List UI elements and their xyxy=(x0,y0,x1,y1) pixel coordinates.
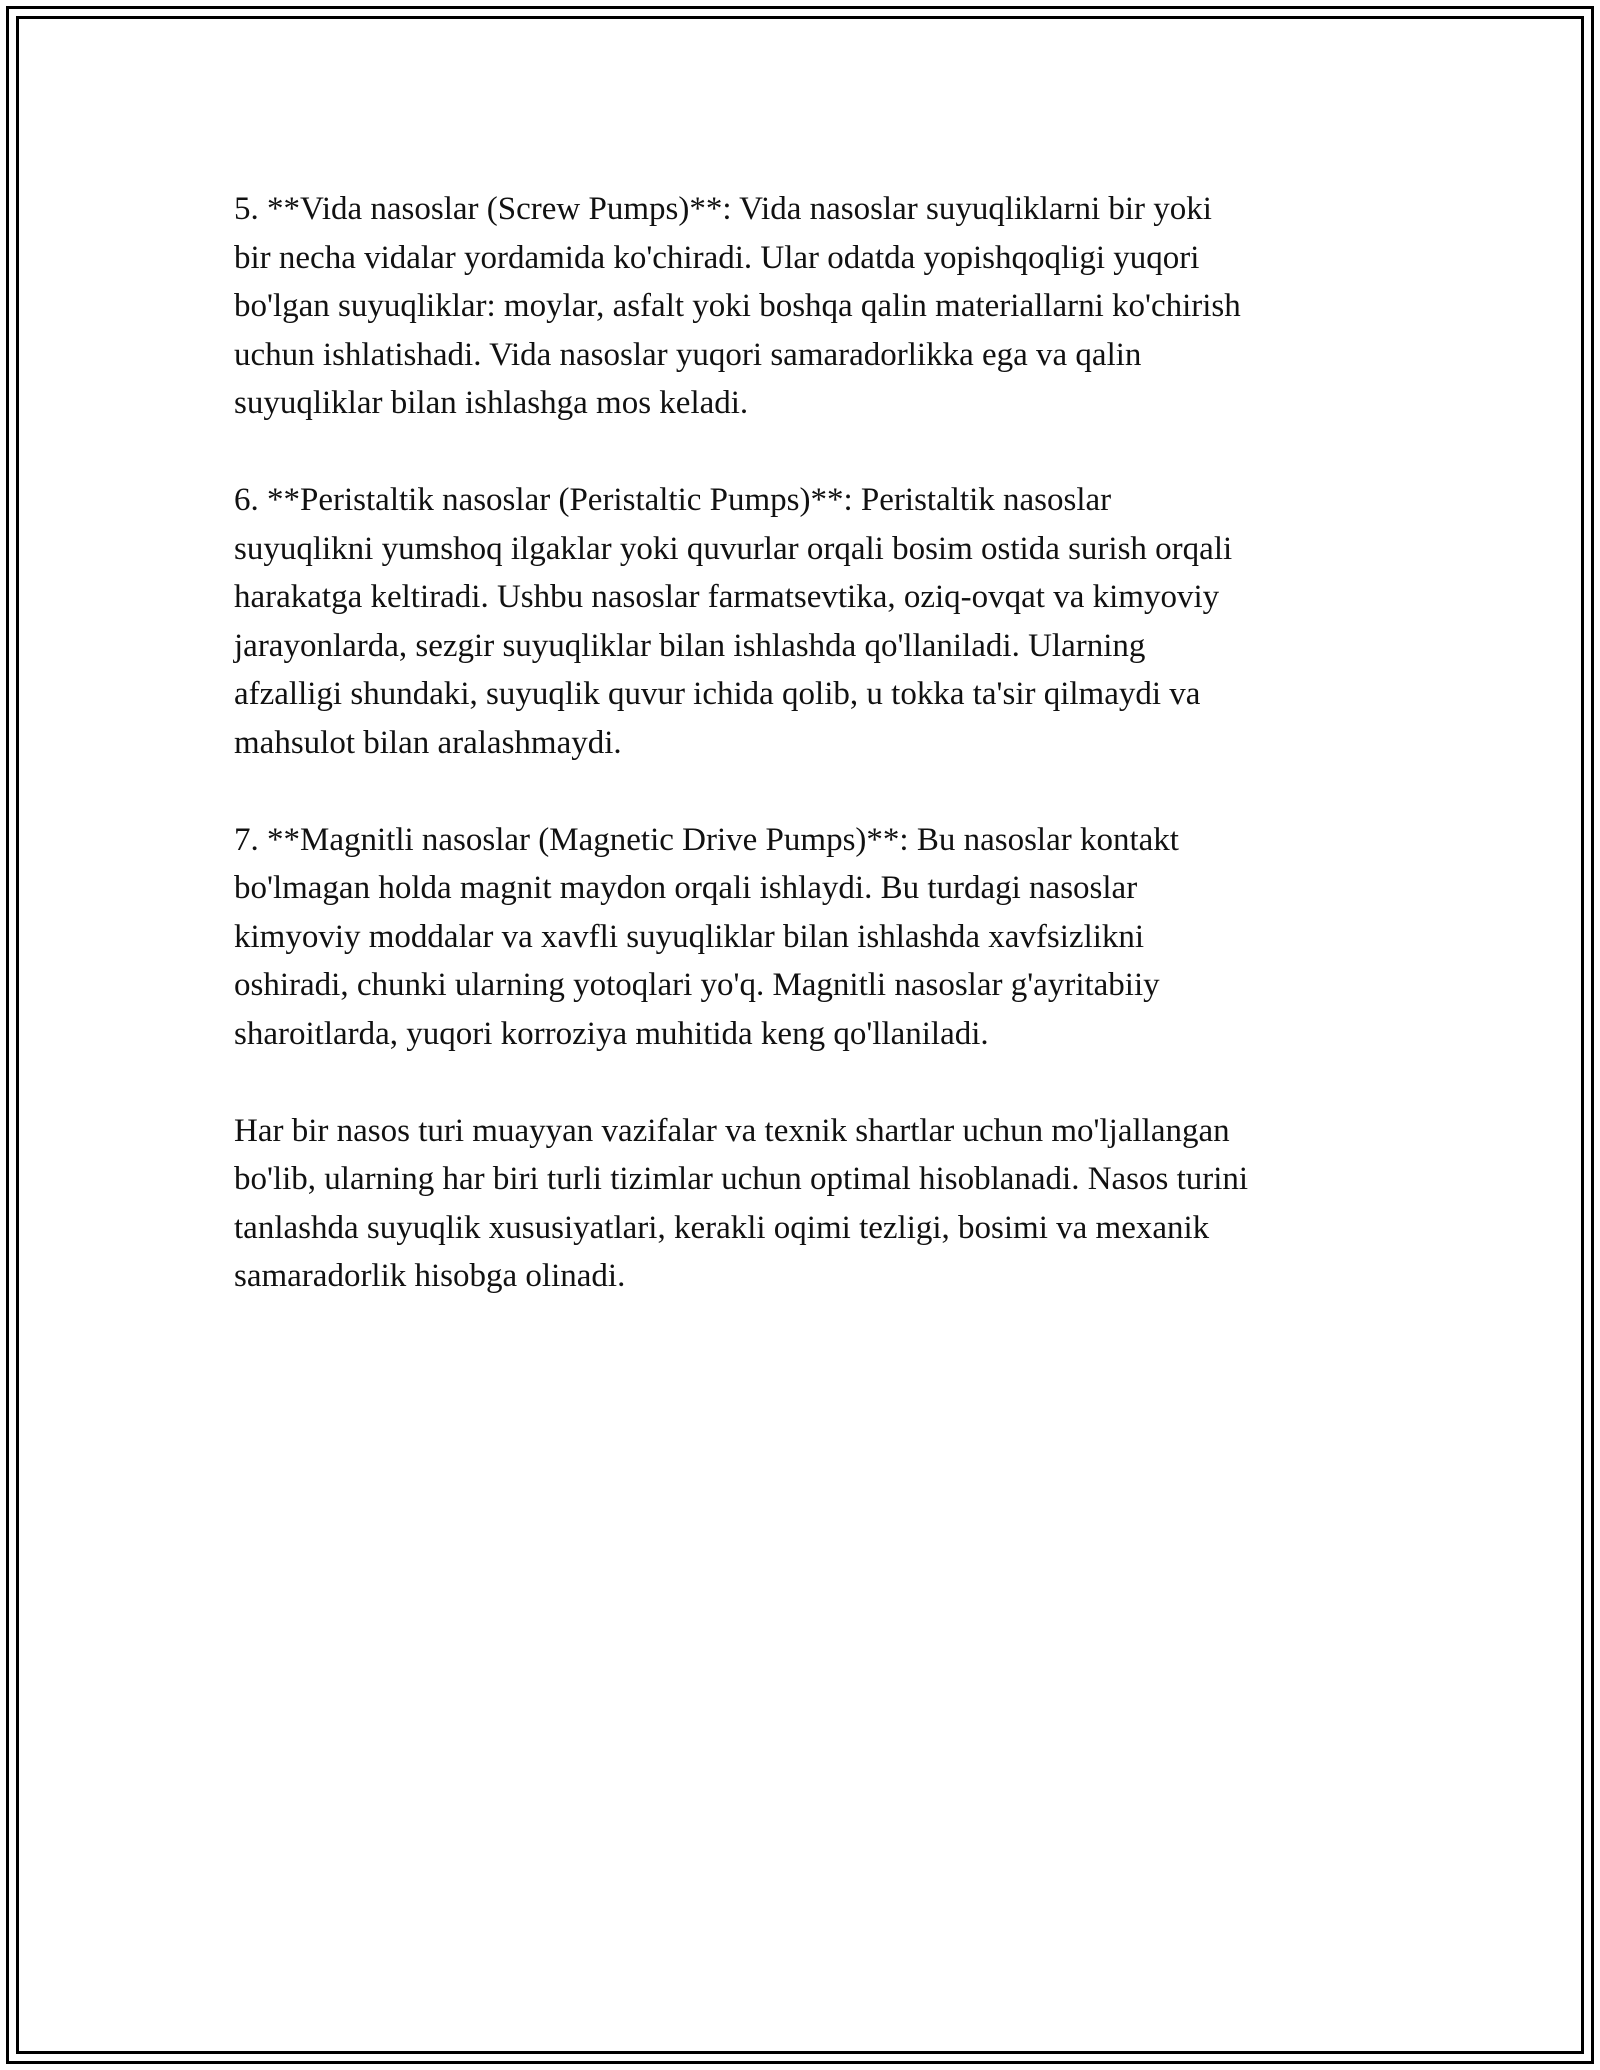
text-line: Har bir nasos turi muayyan vazifalar va texnik shartlar uchun mo'ljallangan xyxy=(234,1112,1230,1149)
text-line: 5. **Vida nasoslar (Screw Pumps)**: Vida nasoslar suyuqliklarni bir yoki xyxy=(234,191,1212,227)
document-body xyxy=(234,185,1374,1349)
text-line: 6. **Peristaltik nasoslar (Peristaltic Pumps)**: Peristaltik nasoslar xyxy=(234,482,1112,518)
text-line: bo'lgan suyuqliklar: moylar, asfalt yoki boshqa qalin materiallarni ko'chirish xyxy=(234,288,1241,324)
text-line: oshiradi, chunki ularning yotoqlari yo'q. Magnitli nasoslar g'ayritabiiy xyxy=(234,967,1160,1003)
text-line: harakatga keltiradi. Ushbu nasoslar farmatsevtika, oziq-ovqat va kimyoviy xyxy=(234,579,1220,615)
text-line: suyuqlikni yumshoq ilgaklar yoki quvurlar orqali bosim ostida surish orqali xyxy=(234,530,1233,567)
text-line: bo'lib, ularning har biri turli tizimlar uchun optimal hisoblanadi. Nasos turini xyxy=(234,1161,1249,1197)
text-line: mahsulot bilan aralashmaydi. xyxy=(234,724,622,761)
text-line: 7. **Magnitli nasoslar (Magnetic Drive Pumps)**: Bu nasoslar kontakt xyxy=(234,821,1179,858)
text-line: suyuqliklar bilan ishlashga mos keladi. xyxy=(234,385,749,421)
text-line: sharoitlarda, yuqori korroziya muhitida keng qo'llaniladi. xyxy=(234,1015,989,1052)
text-line: tanlashda suyuqlik xususiyatlari, kerakli oqimi tezligi, bosimi va mexanik xyxy=(234,1209,1210,1246)
paragraph-magnetic-drive-pumps xyxy=(234,816,1374,1059)
paragraph-screw-pumps xyxy=(234,185,1374,428)
paragraph-peristaltic-pumps xyxy=(234,476,1374,767)
text-line: uchun ishlatishadi. Vida nasoslar yuqori samaradorlikka ega va qalin xyxy=(234,336,1142,373)
paragraph-conclusion xyxy=(234,1107,1374,1301)
text-line: afzalligi shundaki, suyuqlik quvur ichida qolib, u tokka ta'sir qilmaydi va xyxy=(234,676,1201,712)
text-line: kimyoviy moddalar va xavfli suyuqliklar bilan ishlashda xavfsizlikni xyxy=(234,918,1145,955)
text-line: samaradorlik hisobga olinadi. xyxy=(234,1258,626,1294)
text-line: jarayonlarda, sezgir suyuqliklar bilan ishlashda qo'llaniladi. Ularning xyxy=(234,627,1146,664)
text-line: bo'lmagan holda magnit maydon orqali ishlaydi. Bu turdagi nasoslar xyxy=(234,870,1138,906)
text-line: bir necha vidalar yordamida ko'chiradi. Ular odatda yopishqoqligi yuqori xyxy=(234,239,1200,276)
